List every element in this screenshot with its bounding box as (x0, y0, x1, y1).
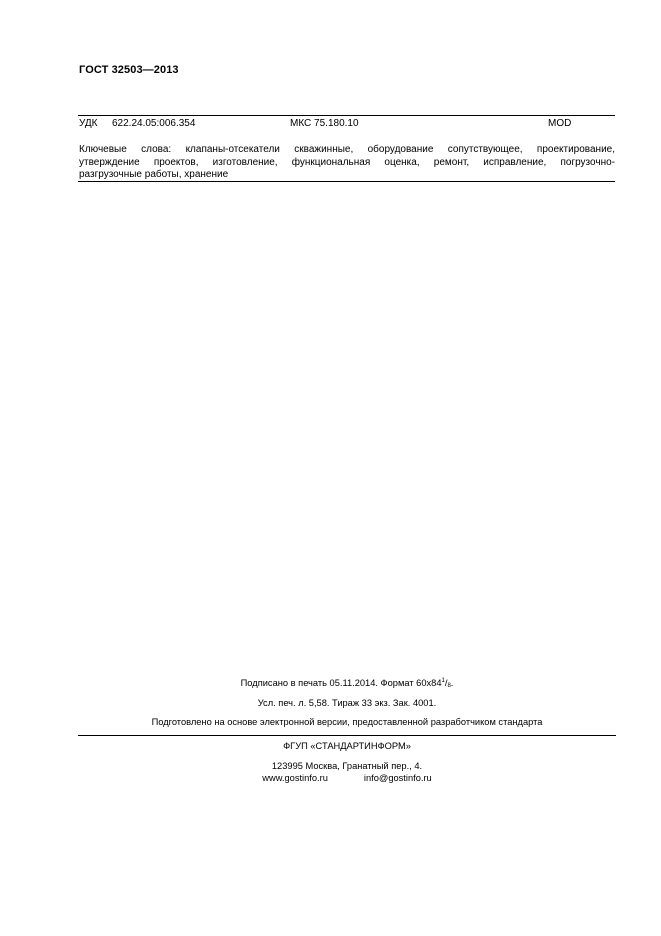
document-id: ГОСТ 32503—2013 (79, 64, 179, 76)
publisher-contacts (78, 773, 616, 783)
format-numerator: 1 (441, 678, 445, 684)
keywords-line-1: Ключевые слова: клапаны-отсекатели скважинные, оборудование сопутствующее, проектирование, (79, 144, 615, 155)
keywords-divider (78, 181, 615, 182)
signed-for-print: Подписано в печать 05.11.2014. Формат $60х84^1/_8$. (240, 678, 454, 689)
udk-value: 622.24.05:006.354 (112, 118, 196, 129)
keywords-block (79, 144, 615, 182)
website-link[interactable]: www.gostinfo.ru (262, 773, 328, 783)
publisher-name: ФГУП «СТАНДАРТИНФОРМ» (283, 741, 411, 751)
prepared-note: Подготовлено на основе электронной версии, предоставленной разработчиком стандарта (151, 717, 543, 727)
publisher-address: 123995 Москва, Гранатный пер., 4. (271, 761, 423, 771)
signed-prefix: Подписано в печать 05.11.2014. Формат 60х84 (240, 678, 442, 688)
classification-row (79, 118, 615, 131)
format-denominator: 8 (447, 683, 451, 689)
udk-label: УДК (79, 118, 98, 129)
signed-suffix: . (450, 678, 454, 688)
print-info: Усл. печ. л. 5,58. Тираж 33 экз. Зак. 4001. (257, 698, 437, 708)
top-divider (78, 115, 615, 116)
keywords-line-3: разгрузочные работы, хранение (79, 169, 229, 180)
mks-code: МКС 75.180.10 (290, 118, 359, 129)
email-link[interactable]: info@gostinfo.ru (363, 773, 432, 783)
mod-label: MOD (548, 118, 572, 129)
imprint-divider (78, 735, 616, 736)
keywords-line-2: утверждение проектов, изготовление, функциональная оценка, ремонт, исправление, погрузочно- (79, 156, 615, 168)
